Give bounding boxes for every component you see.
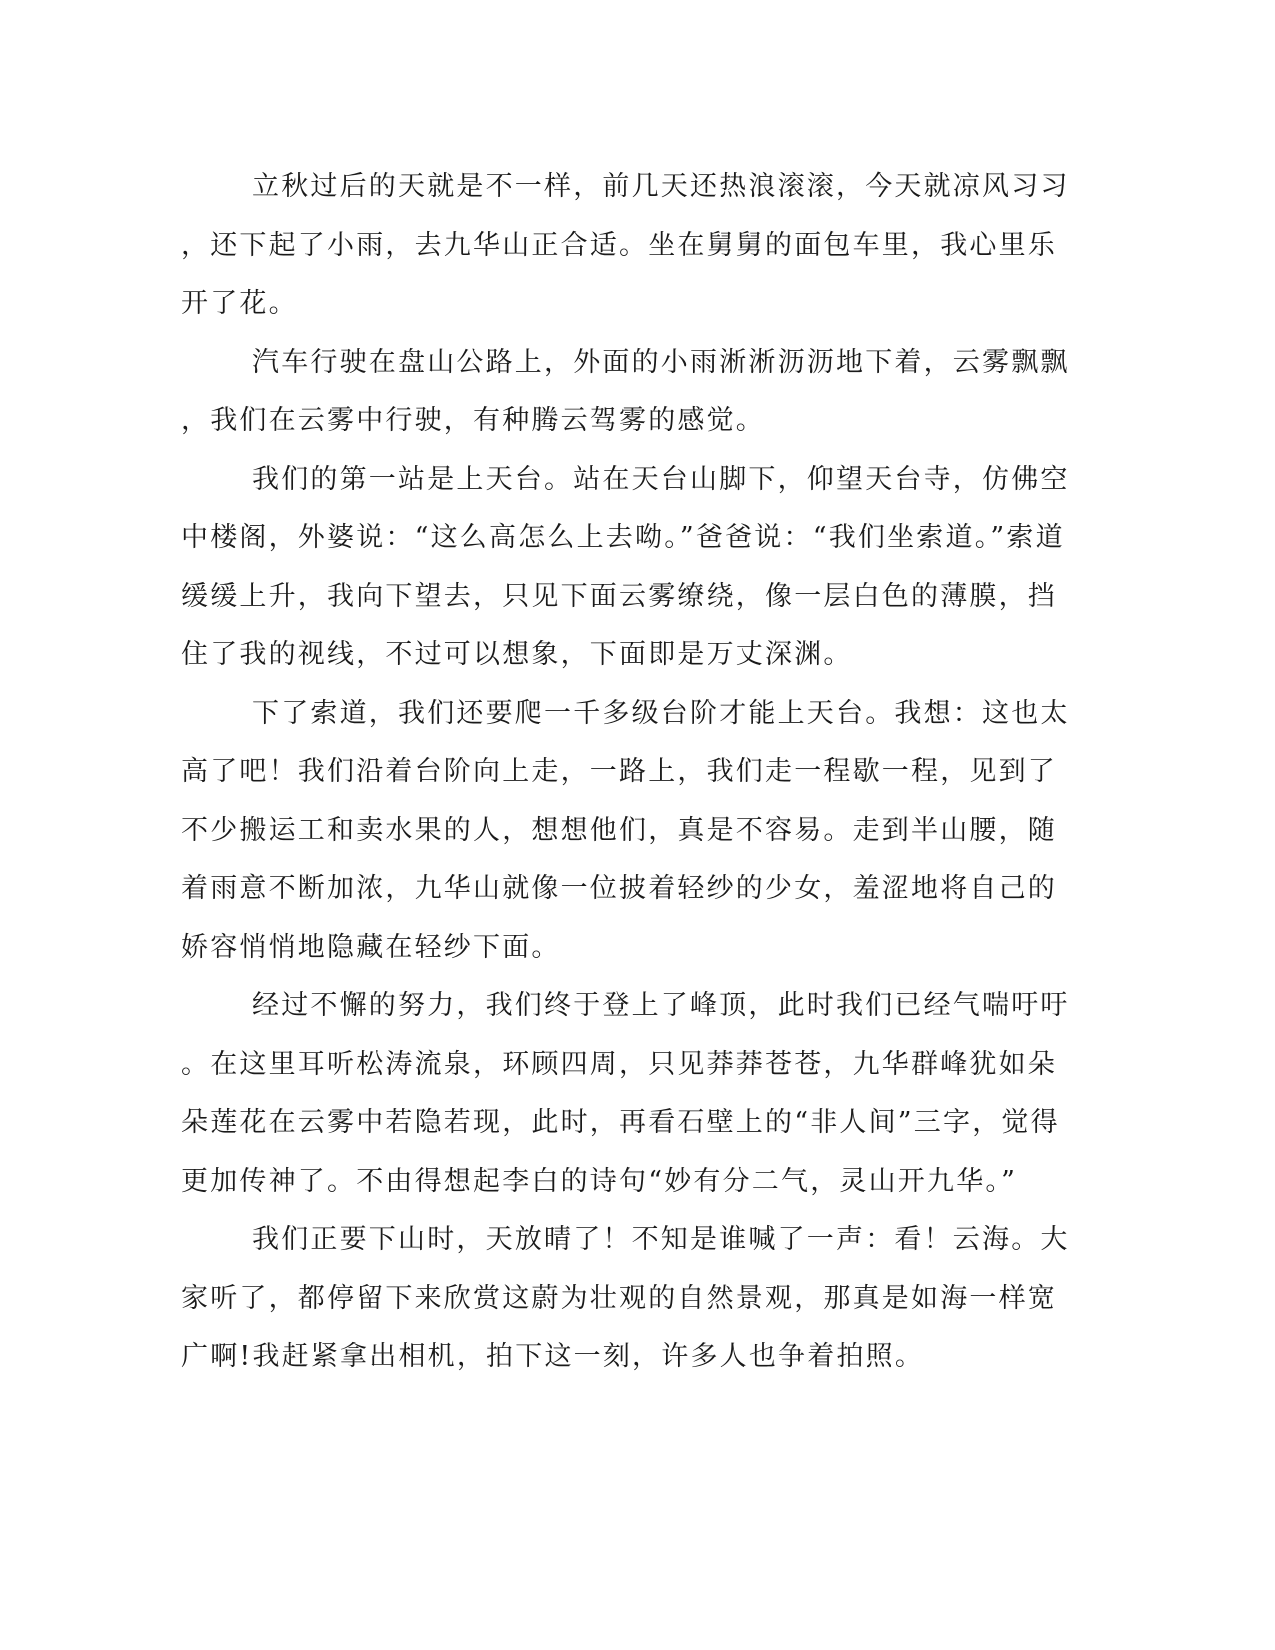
text-line: ，我们在云雾中行驶，有种腾云驾雾的感觉。 xyxy=(181,405,765,436)
text-line: 下了索道，我们还要爬一千多级台阶才能上天台。我想：这也太 xyxy=(252,697,1070,729)
text-line: 不少搬运工和卖水果的人，想想他们，真是不容易。走到半山腰，随 xyxy=(181,814,1057,846)
paragraph-6 xyxy=(181,1211,1070,1387)
paragraph-4 xyxy=(181,685,1070,978)
text-line: ，还下起了小雨，去九华山正合适。坐在舅舅的面包车里，我心里乐 xyxy=(181,229,1057,261)
text-line: 高了吧！我们沿着台阶向上走，一路上，我们走一程歇一程，见到了 xyxy=(181,756,1057,787)
text-line: 我们的第一站是上天台。站在天台山脚下，仰望天台寺，仿佛空 xyxy=(252,463,1070,495)
text-line: 缓缓上升，我向下望去，只见下面云雾缭绕，像一层白色的薄膜，挡 xyxy=(181,580,1057,612)
text-line: 着雨意不断加浓，九华山就像一位披着轻纱的少女，羞涩地将自己的 xyxy=(181,873,1057,904)
text-line: 更加传神了。不由得想起李白的诗句“妙有分二气，灵山开九华。” xyxy=(181,1165,1018,1197)
document-body xyxy=(181,158,1070,1387)
text-line: 广啊!我赶紧拿出相机，拍下这一刻，许多人也争着拍照。 xyxy=(181,1341,925,1372)
text-line: 中楼阁，外婆说：“这么高怎么上去呦。”爸爸说：“我们坐索道。”索道 xyxy=(181,522,1065,553)
text-line: 汽车行驶在盘山公路上，外面的小雨淅淅沥沥地下着，云雾飘飘 xyxy=(252,346,1070,378)
paragraph-5 xyxy=(181,977,1070,1211)
text-line: 开了花。 xyxy=(181,288,298,319)
text-line: 家听了，都停留下来欣赏这蔚为壮观的自然景观，那真是如海一样宽 xyxy=(181,1282,1057,1314)
paragraph-1 xyxy=(181,158,1070,334)
text-line: 。在这里耳听松涛流泉，环顾四周，只见莽莽苍苍，九华群峰犹如朵 xyxy=(181,1048,1057,1080)
text-line: 我们正要下山时，天放晴了！不知是谁喊了一声：看！云海。大 xyxy=(252,1224,1070,1255)
paragraph-2 xyxy=(181,334,1070,451)
text-line: 住了我的视线，不过可以想象，下面即是万丈深渊。 xyxy=(181,639,853,670)
text-line: 朵莲花在云雾中若隐若现，此时，再看石壁上的“非人间”三字，觉得 xyxy=(181,1107,1060,1138)
text-line: 娇容悄悄地隐藏在轻纱下面。 xyxy=(181,931,561,963)
paragraph-3 xyxy=(181,451,1070,685)
text-line: 立秋过后的天就是不一样，前几天还热浪滚滚，今天就凉风习习 xyxy=(252,171,1070,202)
text-line: 经过不懈的努力，我们终于登上了峰顶，此时我们已经气喘吁吁 xyxy=(252,990,1070,1021)
